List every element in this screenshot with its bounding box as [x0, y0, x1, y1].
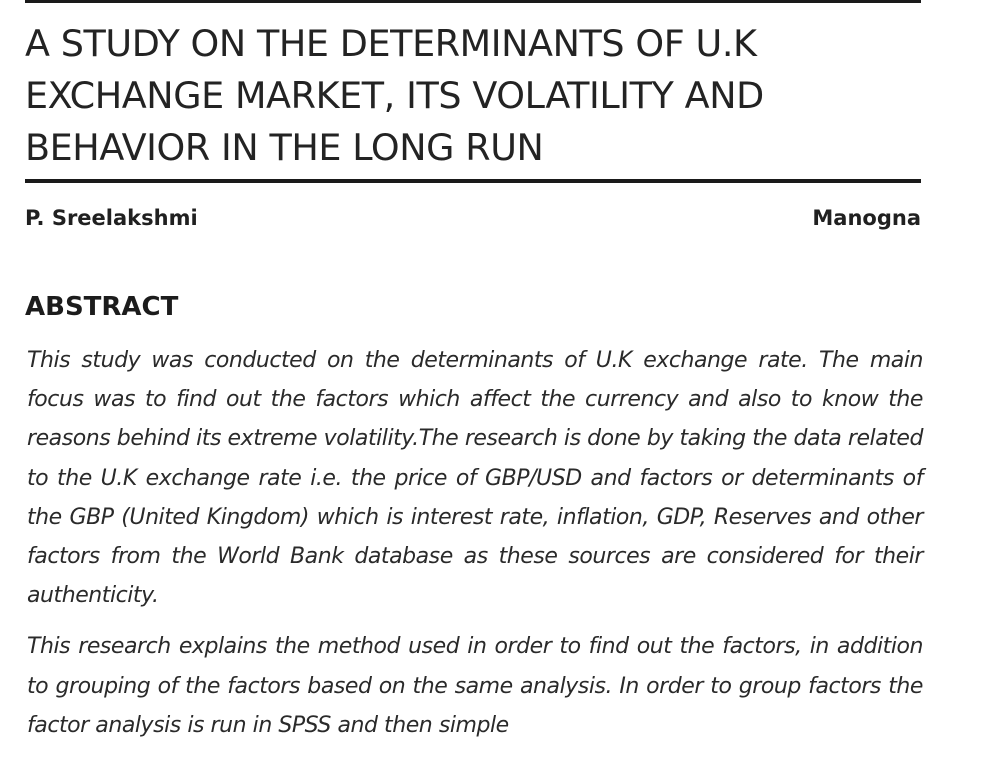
abstract-paragraph-2: This research explains the method used in order to find out the factors, in addition to grouping of the factors based on the same analysis. In order to group factors the factor analysis is run in SPSS and then simple	[27, 634, 923, 738]
author-left: P. Sreelakshmi	[25, 206, 198, 230]
abstract-heading: ABSTRACT	[25, 292, 179, 322]
abstract-body	[27, 341, 923, 745]
paper-title: A STUDY ON THE DETERMINANTS OF U.K EXCHANGE MARKET, ITS VOLATILITY AND BEHAVIOR IN THE LONG RUN	[25, 22, 764, 169]
title-rule	[25, 179, 921, 183]
abstract-paragraph-1: This study was conducted on the determinants of U.K exchange rate. The main focus was to find out the factors which affect the currency and also to know the reasons behind its extreme volatility.The research is done by taking the data related to the U.K exchange rate i.e. the price of GBP/USD and factors or determinants of the GBP (United Kingdom) which is interest rate, inflation, GDP, Reserves and other factors from the World Bank database as these sources are considered for their authenticity.	[27, 348, 923, 609]
author-right: Manogna	[812, 206, 921, 230]
top-rule	[25, 0, 921, 3]
author-line	[25, 203, 921, 233]
